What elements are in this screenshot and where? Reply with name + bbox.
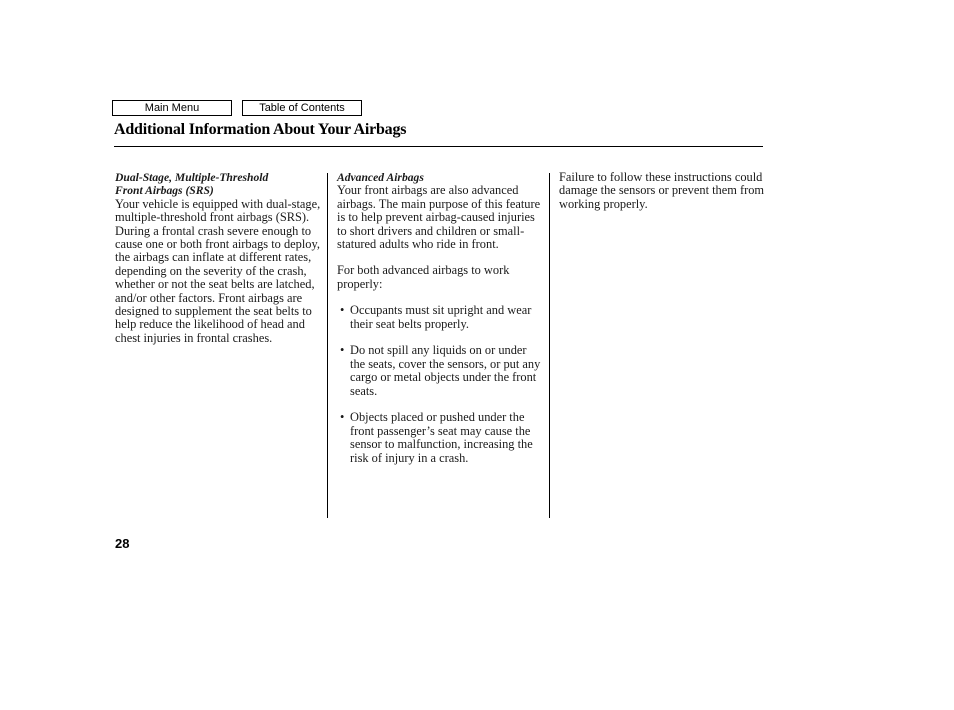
- list-item-text: Occupants must sit upright and wear their seat belts properly.: [350, 303, 532, 331]
- bullet-dot-icon: •: [340, 343, 345, 358]
- advanced-airbags-intro-text: For both advanced airbags to work properly:: [337, 263, 510, 291]
- main-menu-button[interactable]: Main Menu: [112, 100, 232, 116]
- section-heading-line-1: Dual-Stage, Multiple-Threshold: [115, 171, 269, 184]
- advanced-airbags-body-text: Your front airbags are also advanced airbags. The main purpose of this feature is to help prevent airbag-caused injuries to short drivers and children or small-statured adults who ride in front.: [337, 183, 541, 252]
- bullet-dot-icon: •: [340, 410, 345, 425]
- title-divider: [114, 146, 763, 147]
- dual-stage-body-text: Your vehicle is equipped with dual-stage, multiple-threshold front airbags (SRS). During a frontal crash severe enough to cause one or both front airbags to deploy, the airbags can inflate at different rates, depending on the severity of the crash, whether or not the seat belts are latched, and/or other factors. Front airbags are designed to supplement the seat belts to help reduce the likelihood of head and chest injuries in frontal crashes.: [115, 196, 321, 345]
- column-divider-1: [327, 173, 328, 518]
- section-heading-advanced-airbags: Advanced Airbags: [337, 171, 424, 184]
- page-title: Additional Information About Your Airbags: [114, 121, 407, 138]
- table-of-contents-button[interactable]: Table of Contents: [242, 100, 362, 116]
- section-heading-line-2: Front Airbags (SRS): [115, 184, 214, 198]
- list-item-text: Objects placed or pushed under the front passenger’s seat may cause the sensor to malfunction, increasing the risk of injury in a crash.: [350, 410, 533, 465]
- advanced-airbags-bullet-list: [337, 304, 544, 465]
- section-heading-dual-stage: [115, 171, 325, 198]
- column-advanced-airbags: [337, 171, 544, 478]
- bullet-dot-icon: •: [340, 303, 345, 318]
- list-item-text: Do not spill any liquids on or under the seats, cover the sensors, or put any cargo or metal objects under the front seats.: [350, 343, 541, 398]
- list-item: [337, 411, 544, 465]
- list-item: [337, 304, 544, 331]
- list-item: [337, 344, 544, 398]
- column-dual-stage-airbags: [115, 171, 325, 345]
- column-warning: [559, 171, 769, 211]
- column-divider-2: [549, 173, 550, 518]
- page-number: 28: [115, 536, 130, 551]
- warning-body-text: Failure to follow these instructions could damage the sensors or prevent them from working properly.: [559, 170, 765, 211]
